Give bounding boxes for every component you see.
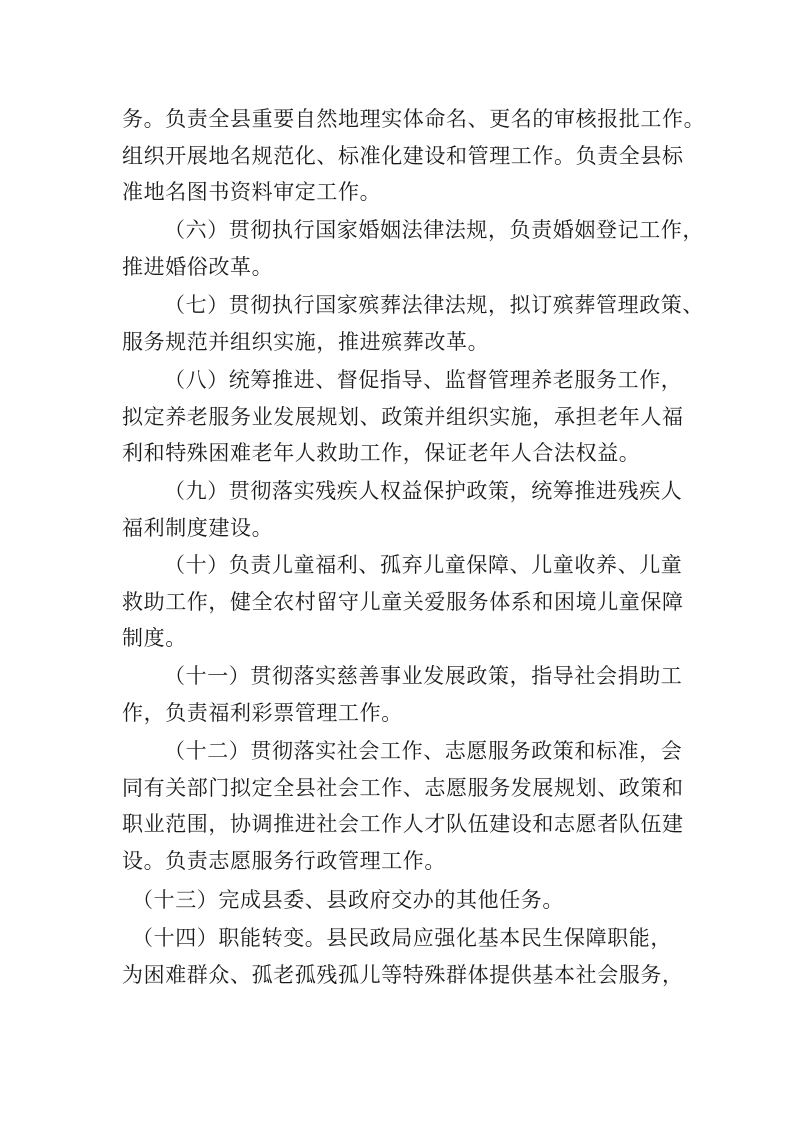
paragraph-item-8: [122, 362, 692, 472]
paragraph-item-10: [122, 547, 692, 657]
text-line: 推进婚俗改革。: [122, 254, 274, 279]
text-line: （十）负责儿童福利、孤弃儿童保障、儿童收养、儿童: [164, 553, 683, 577]
text-line: （七）贯彻执行国家殡葬法律法规，拟订殡葬管理政策、: [164, 293, 704, 317]
text-line: 设。负责志愿服务行政管理工作。: [122, 848, 446, 873]
text-line: 救助工作，健全农村留守儿童关爱服务体系和困境儿童保障: [122, 589, 684, 614]
text-line: 职业范围，协调推进社会工作人才队伍建设和志愿者队伍建: [122, 812, 684, 836]
text-line: （十一）贯彻落实慈善事业发展政策，指导社会捐助工: [164, 664, 683, 688]
text-line: 服务规范并组织实施，推进殡葬改革。: [122, 329, 490, 354]
text-line: 利和特殊困难老年人救助工作，保证老年人合法权益。: [122, 441, 641, 465]
text-line: （十三）完成县委、县政府交办的其他任务。: [132, 888, 564, 912]
text-line: 制度。: [122, 626, 187, 650]
paragraph-item-7: [122, 287, 704, 360]
paragraph-item-11: [122, 658, 692, 731]
text-line: （十二）贯彻落实社会工作、志愿服务政策和标准，会: [164, 739, 683, 763]
text-line: 务。负责全县重要自然地理实体命名、更名的审核报批工作。: [122, 107, 706, 131]
text-line: 同有关部门拟定全县社会工作、志愿服务发展规划、政策和: [122, 775, 684, 800]
paragraph-item-13: [122, 882, 692, 919]
text-line: 福利制度建设。: [122, 515, 274, 540]
text-line: 组织开展地名规范化、标准化建设和管理工作。负责全县标: [122, 143, 684, 168]
text-line: 准地名图书资料审定工作。: [122, 180, 382, 204]
text-line: 作，负责福利彩票管理工作。: [122, 700, 403, 725]
paragraph-item-12: [122, 733, 692, 879]
text-line: （八）统筹推进、督促指导、监督管理养老服务工作，: [164, 368, 683, 392]
text-line: （九）贯彻落实残疾人权益保护政策，统筹推进残疾人: [164, 479, 683, 503]
paragraph-continuation: [122, 101, 706, 211]
text-line: （十四）职能转变。县民政局应强化基本民生保障职能，: [132, 926, 672, 950]
paragraph-item-9: [122, 473, 692, 546]
paragraph-item-6: [122, 212, 704, 285]
paragraph-item-14: [122, 920, 692, 993]
text-line: 为困难群众、孤老孤残孤儿等特殊群体提供基本社会服务，: [122, 962, 684, 987]
text-line: 拟定养老服务业发展规划、政策并组织实施，承担老年人福: [122, 404, 684, 429]
text-line: （六）贯彻执行国家婚姻法律法规，负责婚姻登记工作，: [164, 218, 704, 242]
